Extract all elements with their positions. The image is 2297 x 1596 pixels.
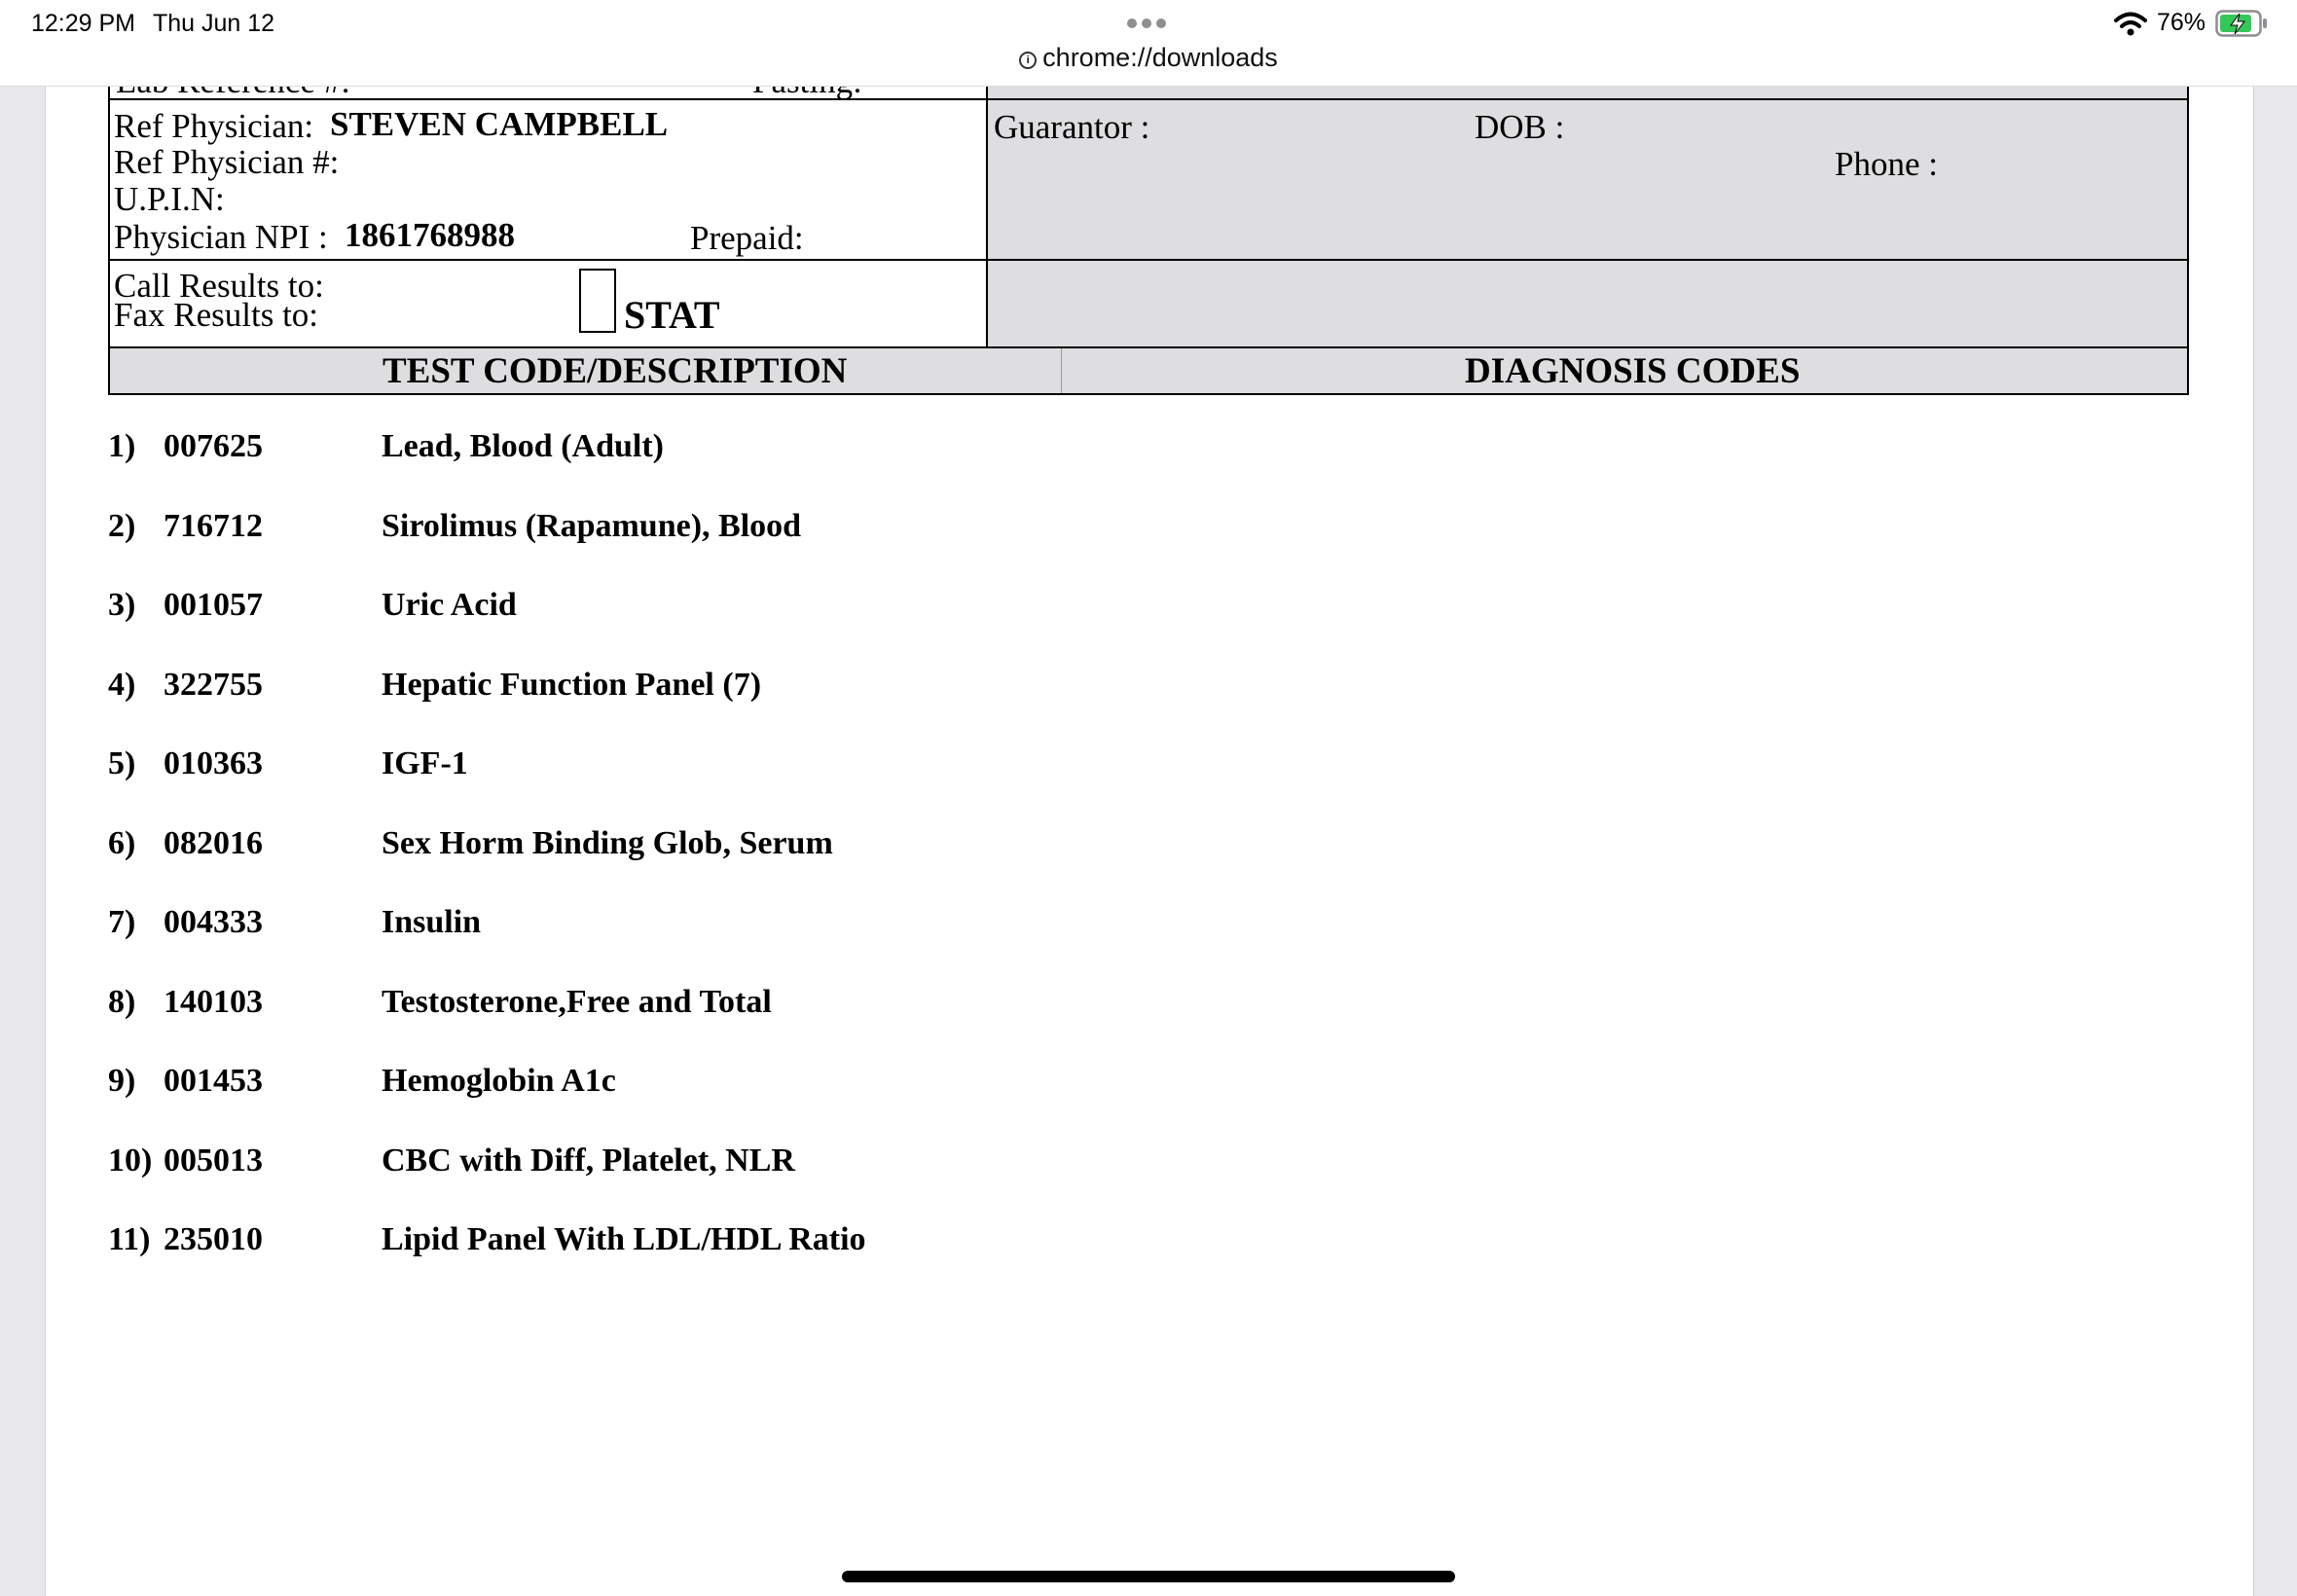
stat-checkbox[interactable] [579,269,616,333]
test-number: 8) [108,984,136,1020]
test-description: Lead, Blood (Adult) [382,428,664,464]
test-number: 1) [108,428,136,464]
test-description: Testosterone,Free and Total [382,984,772,1020]
test-number: 3) [108,587,136,623]
test-number: 5) [108,745,136,781]
test-code-header: TEST CODE/DESCRIPTION [383,351,848,391]
info-icon[interactable]: i [1019,52,1037,69]
multitasking-dots-icon[interactable] [1127,18,1166,28]
url-text: chrome://downloads [1042,43,1278,72]
test-description: Insulin [382,904,482,940]
ref-physician-value: STEVEN CAMPBELL [330,105,669,143]
test-number: 4) [108,667,136,703]
test-code: 010363 [164,745,263,781]
test-code: 235010 [164,1221,263,1257]
pdf-page [45,86,2254,1596]
test-description: Lipid Panel With LDL/HDL Ratio [382,1221,866,1257]
test-description: IGF-1 [382,745,468,781]
status-date: Thu Jun 12 [153,10,275,37]
test-code: 005013 [164,1143,263,1179]
physician-cell [108,98,988,261]
test-number: 9) [108,1063,136,1099]
home-indicator[interactable] [842,1571,1455,1582]
test-description: Hepatic Function Panel (7) [382,667,762,703]
diagnosis-header: DIAGNOSIS CODES [1465,351,1801,391]
test-code: 082016 [164,825,263,861]
status-bar [0,0,2297,87]
test-number: 2) [108,508,136,544]
test-number: 10) [108,1143,153,1179]
test-code: 140103 [164,984,263,1020]
guarantor-cell [986,98,2189,261]
test-code: 322755 [164,667,263,703]
battery-charging-icon [2215,10,2268,37]
results-gray-cell [986,259,2189,348]
stat-label: STAT [624,293,720,337]
upin-label: U.P.I.N: [114,180,225,218]
fax-results-label: Fax Results to: [114,296,319,334]
prepaid-label: Prepaid: [690,219,804,257]
ref-physician-label: Ref Physician: [114,107,314,145]
table-header [108,346,2189,395]
wifi-icon [2114,12,2147,37]
ref-physician-num-label: Ref Physician #: [114,143,340,181]
test-description: CBC with Diff, Platelet, NLR [382,1143,795,1179]
battery-percent: 76% [2157,9,2206,36]
test-code: 004333 [164,904,263,940]
dob-label: DOB : [1475,108,1565,146]
pdf-viewer[interactable] [0,86,2297,1596]
test-code: 716712 [164,508,263,544]
test-description: Hemoglobin A1c [382,1063,616,1099]
header-divider [1061,348,1062,393]
status-time: 12:29 PM [31,10,136,37]
test-code: 007625 [164,428,263,464]
npi-value: 1861768988 [345,216,515,254]
test-number: 7) [108,904,136,940]
call-results-label: Call Results to: [114,267,324,305]
test-description: Uric Acid [382,587,517,623]
guarantor-label: Guarantor : [994,108,1150,146]
test-code: 001453 [164,1063,263,1099]
address-bar[interactable] [0,43,2297,73]
lab-order-form [108,66,2189,426]
test-description: Sirolimus (Rapamune), Blood [382,508,802,544]
results-cell [108,259,988,348]
npi-label: Physician NPI : [114,218,328,256]
test-number: 6) [108,825,136,861]
phone-label: Phone : [1835,145,1938,183]
test-number: 11) [108,1221,151,1257]
test-description: Sex Horm Binding Glob, Serum [382,825,833,861]
test-code: 001057 [164,587,263,623]
